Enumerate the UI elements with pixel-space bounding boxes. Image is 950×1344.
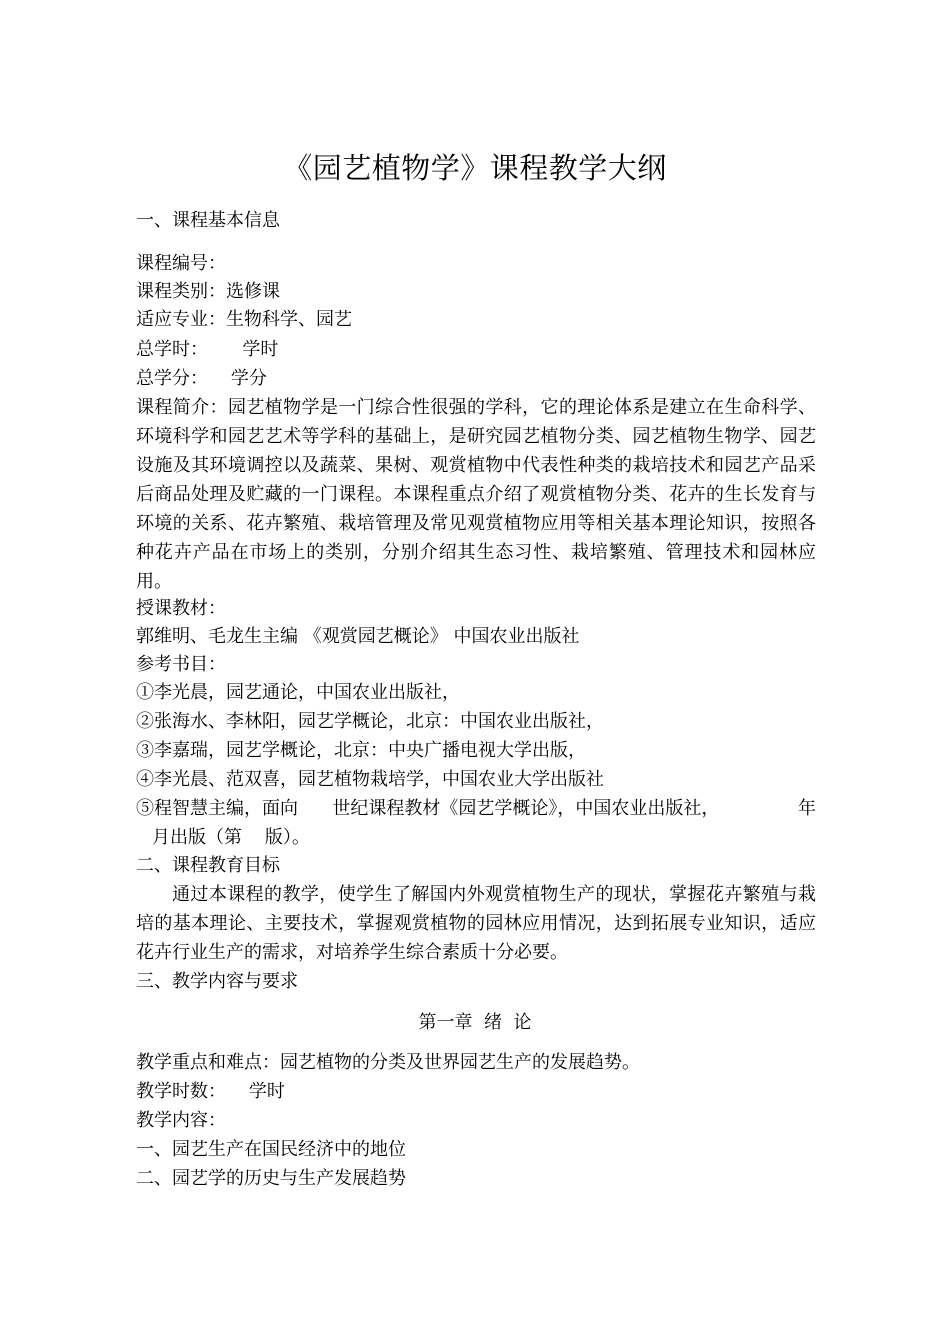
section-heading-content: 三、教学内容与要求 [136,971,298,992]
reference-item: ③李嘉瑞，园艺学概论，北京：中央广播电视大学出版， [136,740,586,761]
key-points: 教学重点和难点：园艺植物的分类及世界园艺生产的发展趋势。 [136,1052,640,1073]
content-item: 一、园艺生产在国民经济中的地位 [136,1139,406,1160]
textbook: 郭维明、毛龙生主编 《观赏园艺概论》 中国农业出版社 [136,626,580,647]
teaching-hours: 教学时数： 学时 [136,1081,285,1102]
total-hours: 总学时： 学时 [136,339,279,360]
objective-paragraph: 通过本课程的教学，使学生了解国内外观赏植物生产的现状，掌握花卉繁殖与栽培的基本理论、主要技术，掌握观赏植物的园林应用情况，达到拓展专业知识，适应花卉行业生产的需求，对培养学生综合素质十分必要。 [136,884,816,963]
course-introduction: 课程简介：园艺植物学是一门综合性很强的学科，它的理论体系是建立在生命科学、环境科学和园艺艺术等学科的基础上，是研究园艺植物分类、园艺植物生物学、园艺设施及其环境调控以及蔬菜、果树、观赏植物中代表性种类的栽培技术和园艺产品采后商品处理及贮藏的一门课程。本课程重点介绍了观赏植物分类、花卉的生长发育与环境的关系、花卉繁殖、栽培管理及常见观赏植物应用等相关基本理论知识，按照各种花卉产品在市场上的类别，分别介绍其生态习性、栽培繁殖、管理技术和园林应用。 [136,397,816,592]
reference-5-year: 年 [798,798,816,819]
course-code: 课程编号： [136,253,226,274]
content-label: 教学内容： [136,1110,226,1131]
section-heading-basic-info: 一、课程基本信息 [136,210,280,231]
reference-item: ④李光晨、范双喜，园艺植物栽培学，中国农业大学出版社 [136,769,604,790]
content-item: 二、园艺学的历史与生产发展趋势 [136,1168,406,1189]
reference-item: ②张海水、李林阳，园艺学概论，北京：中国农业出版社， [136,711,604,732]
total-credits: 总学分： 学分 [136,368,267,389]
applicable-majors: 适应专业：生物科学、园艺 [136,309,352,330]
chapter-title: 第一章 绪 论 [418,1012,532,1033]
section-heading-objectives: 二、课程教育目标 [136,855,280,876]
reference-item-5 [136,794,816,852]
references-label: 参考书目： [136,654,226,675]
reference-item: ①李光晨，园艺通论，中国农业出版社， [136,682,460,703]
reference-5-text: ⑤程智慧主编，面向 世纪课程教材《园艺学概论》，中国农业出版社， [136,798,720,819]
textbook-label: 授课教材： [136,598,226,619]
reference-5-edition: 月出版（第 版）。 [152,827,310,848]
page-title: 《园艺植物学》课程教学大纲 [283,151,667,185]
course-type: 课程类别：选修课 [136,281,280,302]
